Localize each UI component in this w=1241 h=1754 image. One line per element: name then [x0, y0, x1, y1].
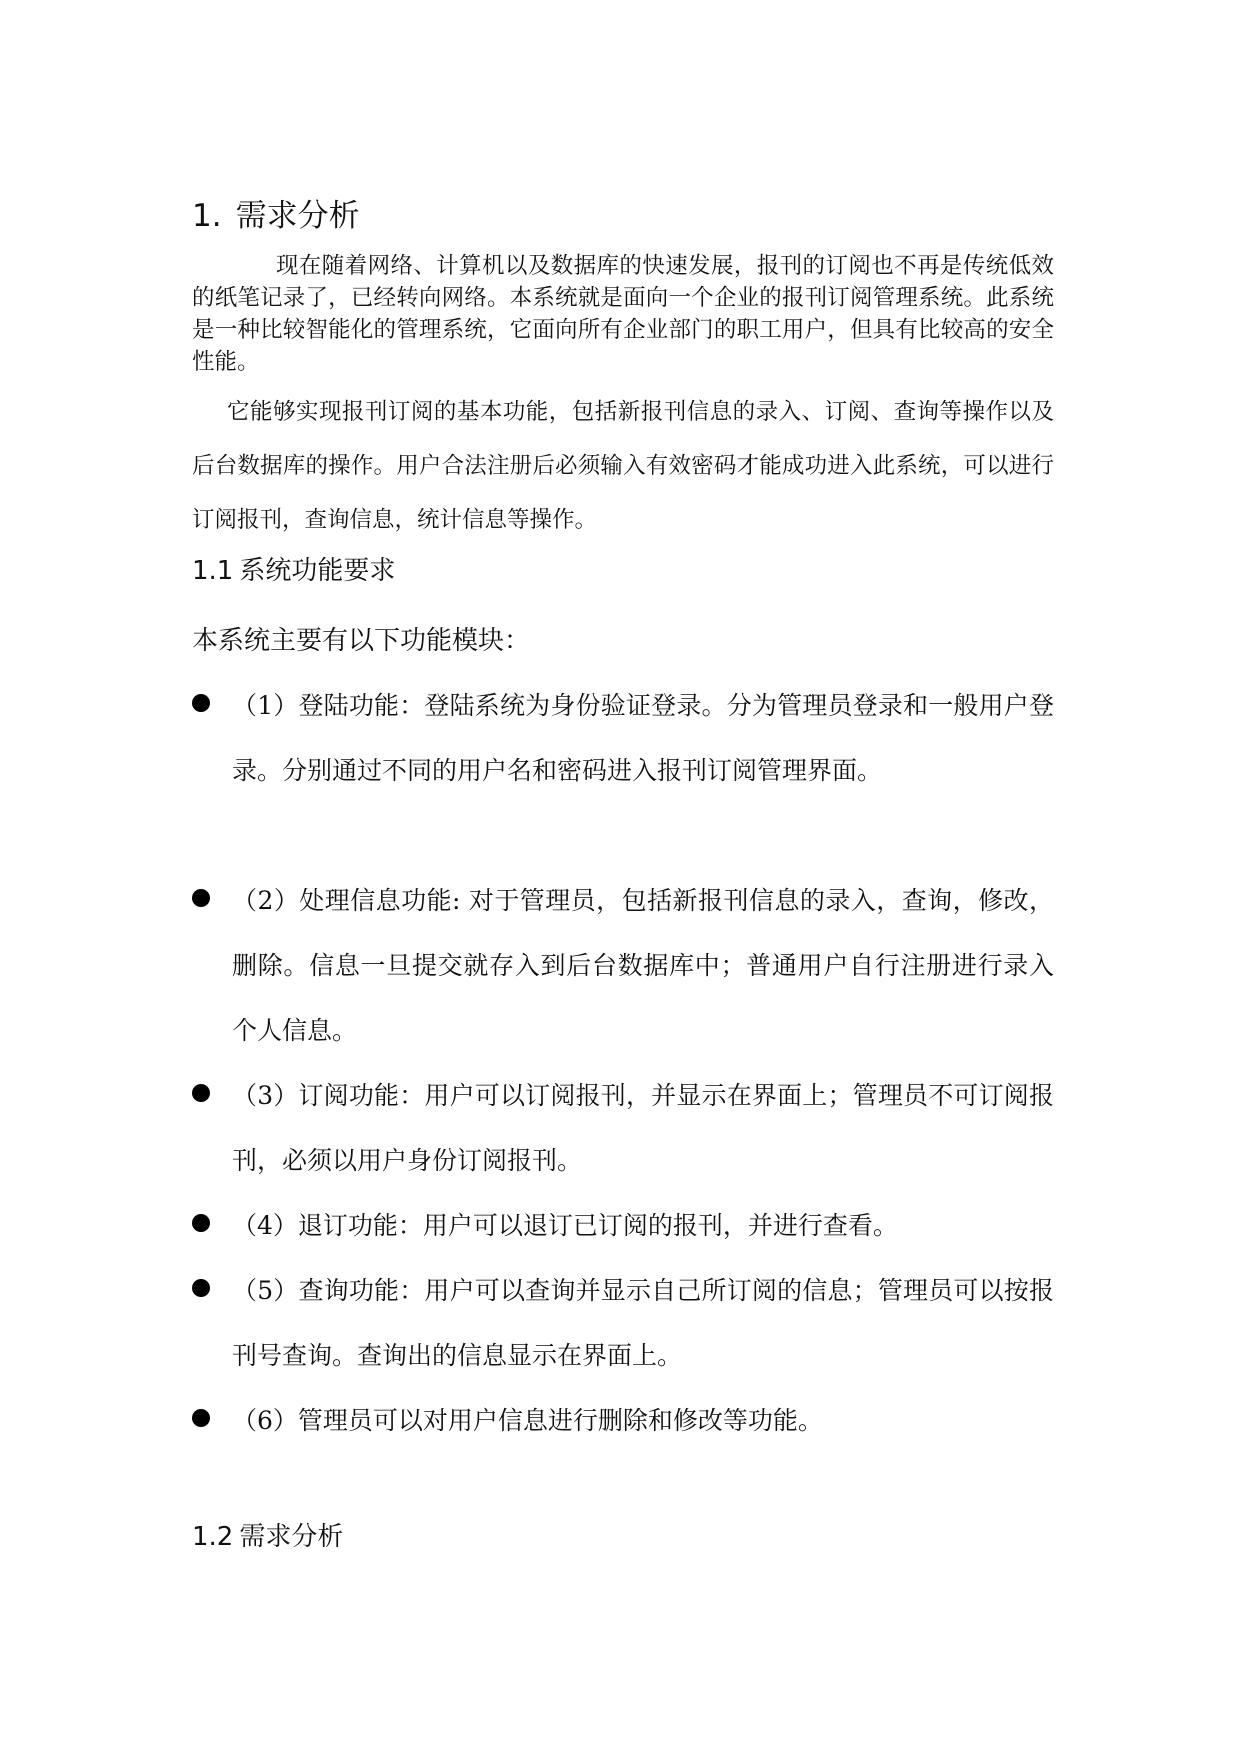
feature-text: （3）订阅功能：用户可以订阅报刊，并显示在界面上；管理员不可订阅报刊，必须以用户身份订阅报刊。: [232, 1081, 1054, 1175]
subsection-title: 系统功能要求: [239, 556, 396, 586]
feature-text: （2）处理信息功能: 对于管理员，包括新报刊信息的录入，查询，修改，删除。信息一旦提交就存入到后台数据库中；普通用户自行注册进行录入个人信息。: [232, 886, 1054, 1045]
bullet-icon: [192, 1214, 210, 1232]
bullet-icon: [192, 1084, 210, 1102]
subsection-title: 需求分析: [239, 1522, 344, 1552]
feature-text: （1）登陆功能：登陆系统为身份验证登录。分为管理员登录和一般用户登录。分别通过不同的用户名和密码进入报刊订阅管理界面。: [232, 691, 1054, 785]
feature-intro: 本系统主要有以下功能模块：: [192, 626, 531, 656]
feature-text: （5）查询功能：用户可以查询并显示自己所订阅的信息；管理员可以按报刊号查询。查询出的信息显示在界面上。: [232, 1276, 1054, 1370]
paragraph-functions: 它能够实现报刊订阅的基本功能，包括新报刊信息的录入、订阅、查询等操作以及后台数据库的操作。用户合法注册后必须输入有效密码才能成功进入此系统，可以进行订阅报刊，查询信息，统计信息等操作。: [192, 399, 1054, 533]
section-title: 需求分析: [235, 198, 360, 234]
paragraph-overview: 现在随着网络、计算机以及数据库的快速发展，报刊的订阅也不再是传统低效的纸笔记录了，已经转向网络。本系统就是面向一个企业的报刊订阅管理系统。此系统是一种比较智能化的管理系统，它面向所有企业部门的职工用户，但具有比较高的安全性能。: [192, 253, 1054, 375]
bullet-icon: [192, 889, 210, 907]
subsection-number: 1.1: [192, 556, 234, 586]
subsection-number: 1.2: [192, 1522, 234, 1552]
bullet-icon: [192, 1409, 210, 1427]
bullet-icon: [192, 1279, 210, 1297]
feature-text: （6）管理员可以对用户信息进行删除和修改等功能。: [232, 1406, 823, 1435]
section-number: 1.: [192, 198, 222, 234]
bullet-icon: [192, 694, 210, 712]
feature-text: （4）退订功能：用户可以退订已订阅的报刊，并进行查看。: [232, 1211, 898, 1240]
subsection-heading-1-2: [192, 1519, 343, 1555]
